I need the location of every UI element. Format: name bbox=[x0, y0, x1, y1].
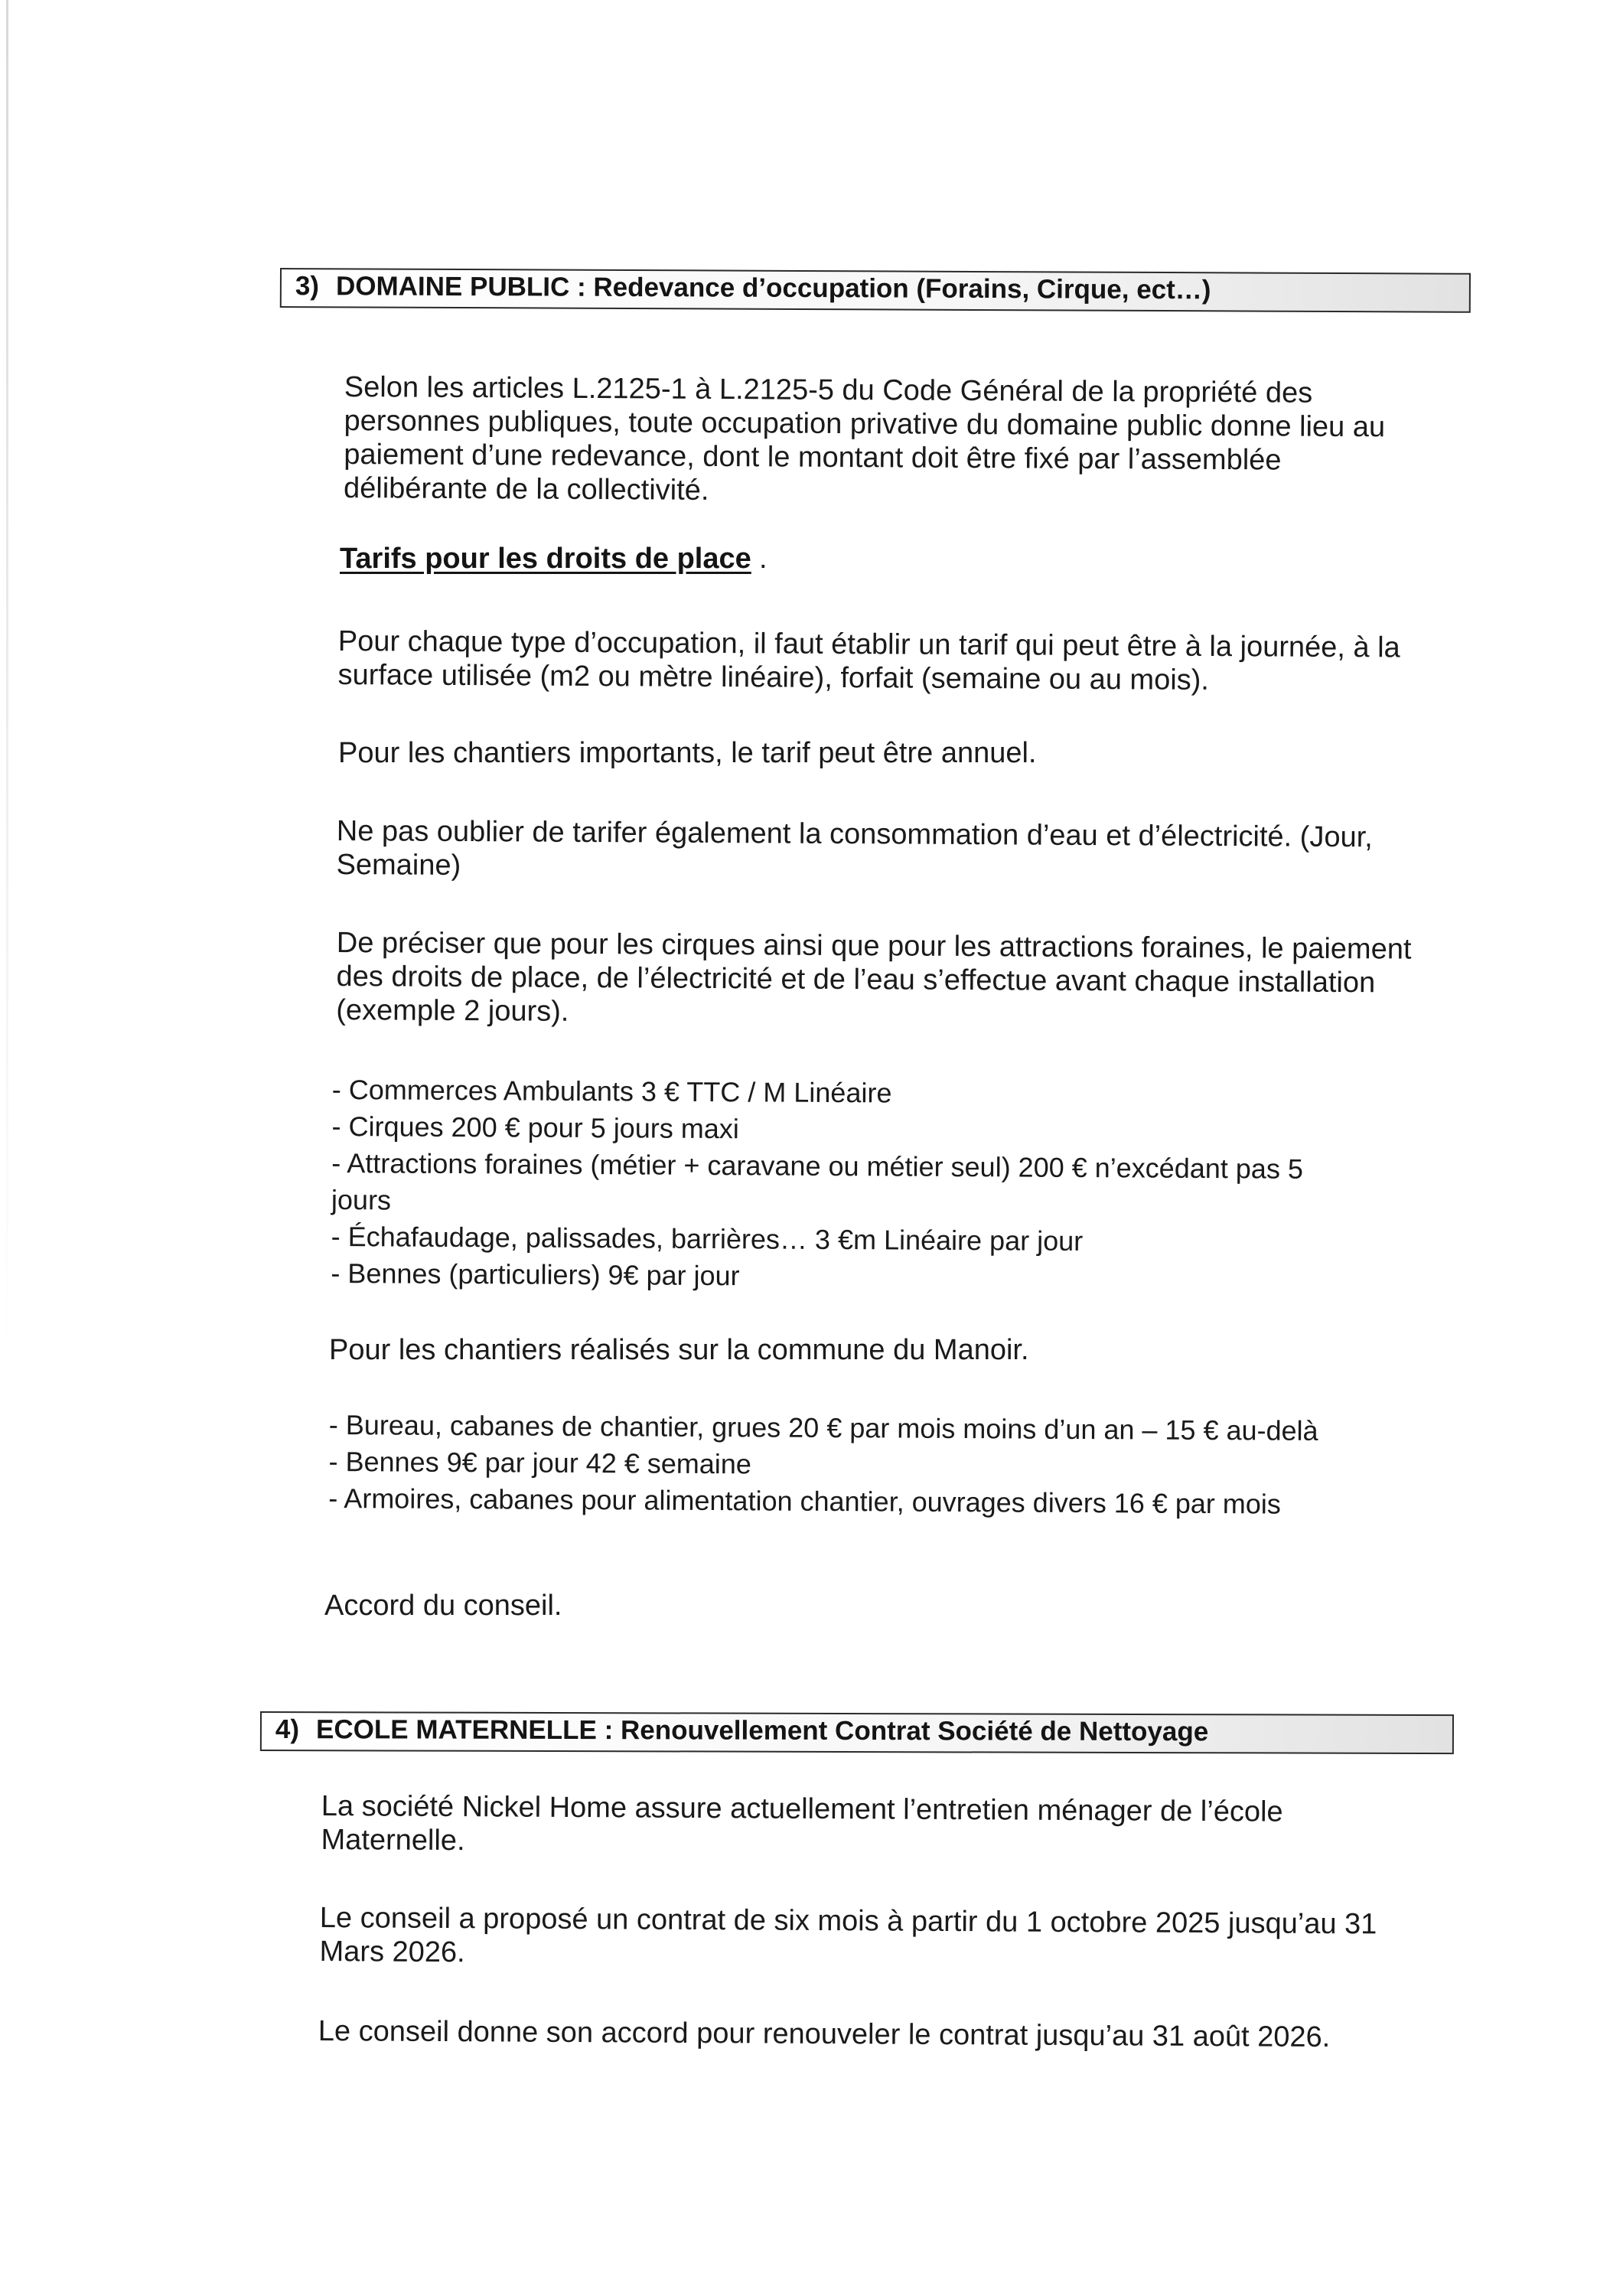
chantiers-list-item: - Armoires, cabanes pour alimentation chantier, ouvrages divers 16 € par mois bbox=[328, 1482, 1282, 1520]
nickel-line: La société Nickel Home assure actuellement l’entretien ménager de l’école bbox=[321, 1790, 1283, 1828]
section-4-number: 4) bbox=[275, 1714, 300, 1745]
eau-electricite-paragraph bbox=[336, 814, 1372, 888]
tarifs-list-item: - Bennes (particuliers) 9€ par jour bbox=[331, 1257, 740, 1292]
section-3-intro bbox=[344, 370, 1386, 511]
tarifs-list-item: - Commerces Ambulants 3 € TTC / M Linéaire bbox=[331, 1074, 892, 1109]
nickel-home-paragraph bbox=[321, 1789, 1282, 1863]
scan-edge-shadow bbox=[6, 0, 8, 1347]
section-4-header bbox=[260, 1711, 1454, 1754]
tarif-type-paragraph bbox=[337, 625, 1400, 698]
cirques-line: (exemple 2 jours). bbox=[336, 993, 569, 1028]
eau-elec-line: Ne pas oublier de tarifer également la consommation d’eau et d’électricité. (Jour, bbox=[336, 815, 1373, 854]
eau-elec-line: Semaine) bbox=[336, 848, 461, 882]
renouvellement-paragraph: Le conseil donne son accord pour renouveler le contrat jusqu’au 31 août 2026. bbox=[318, 2015, 1331, 2054]
intro-line: paiement d’une redevance, dont le montant doit être fixé par l’assemblée bbox=[344, 438, 1282, 477]
nickel-line: Maternelle. bbox=[321, 1823, 465, 1857]
cirques-paragraph bbox=[336, 926, 1411, 1034]
chantiers-annuel-paragraph: Pour les chantiers importants, le tarif peut être annuel. bbox=[338, 737, 1037, 769]
intro-line: délibérante de la collectivité. bbox=[343, 471, 709, 507]
section-3-title: DOMAINE PUBLIC : Redevance d’occupation (Forains, Cirque, ect…) bbox=[335, 271, 1211, 305]
cirques-line: des droits de place, de l’électricité et de l’eau s’effectue avant chaque installation bbox=[336, 960, 1376, 1000]
intro-line: personnes publiques, toute occupation privative du domaine public donne lieu au bbox=[344, 404, 1386, 444]
tarifs-heading bbox=[340, 542, 751, 576]
cirques-line: De préciser que pour les cirques ainsi que pour les attractions foraines, le paiement bbox=[336, 927, 1412, 966]
chantiers-manoir-paragraph: Pour les chantiers réalisés sur la commune du Manoir. bbox=[329, 1334, 1029, 1366]
tarifs-list-item: - Attractions foraines (métier + caravane ou métier seul) 200 € n’excédant pas 5 bbox=[331, 1146, 1304, 1185]
contrat-line: Mars 2026. bbox=[319, 1935, 465, 1969]
section-4-title: ECOLE MATERNELLE : Renouvellement Contrat Société de Nettoyage bbox=[316, 1714, 1209, 1747]
contrat-line: Le conseil a proposé un contrat de six mois à partir du 1 octobre 2025 jusqu’au 31 bbox=[319, 1902, 1377, 1941]
contrat-paragraph bbox=[319, 1901, 1377, 1975]
tarifs-list-item: - Cirques 200 € pour 5 jours maxi bbox=[331, 1110, 739, 1145]
tarif-type-line: Pour chaque type d’occupation, il faut établir un tarif qui peut être à la journée, à la bbox=[337, 625, 1400, 664]
accord-conseil: Accord du conseil. bbox=[324, 1590, 562, 1622]
tarifs-list-item: jours bbox=[331, 1183, 392, 1216]
section-3-number: 3) bbox=[295, 271, 320, 302]
tarifs-heading-text: Tarifs pour les droits de place bbox=[340, 543, 751, 575]
chantiers-list bbox=[328, 1407, 1318, 1523]
tarifs-list-item: - Échafaudage, palissades, barrières… 3 €m Linéaire par jour bbox=[331, 1220, 1084, 1257]
tarifs-heading-period: . bbox=[759, 543, 768, 575]
chantiers-list-item: - Bureau, cabanes de chantier, grues 20 € par mois moins d’un an – 15 € au-delà bbox=[328, 1409, 1318, 1446]
tarif-type-line: surface utilisée (m2 ou mètre linéaire), forfait (semaine ou au mois). bbox=[337, 658, 1210, 696]
section-3-header bbox=[280, 268, 1471, 313]
intro-line: Selon les articles L.2125-1 à L.2125-5 du Code Général de la propriété des bbox=[344, 370, 1313, 409]
chantiers-list-item: - Bennes 9€ par jour 42 € semaine bbox=[328, 1445, 752, 1480]
tarifs-list bbox=[331, 1071, 1303, 1298]
